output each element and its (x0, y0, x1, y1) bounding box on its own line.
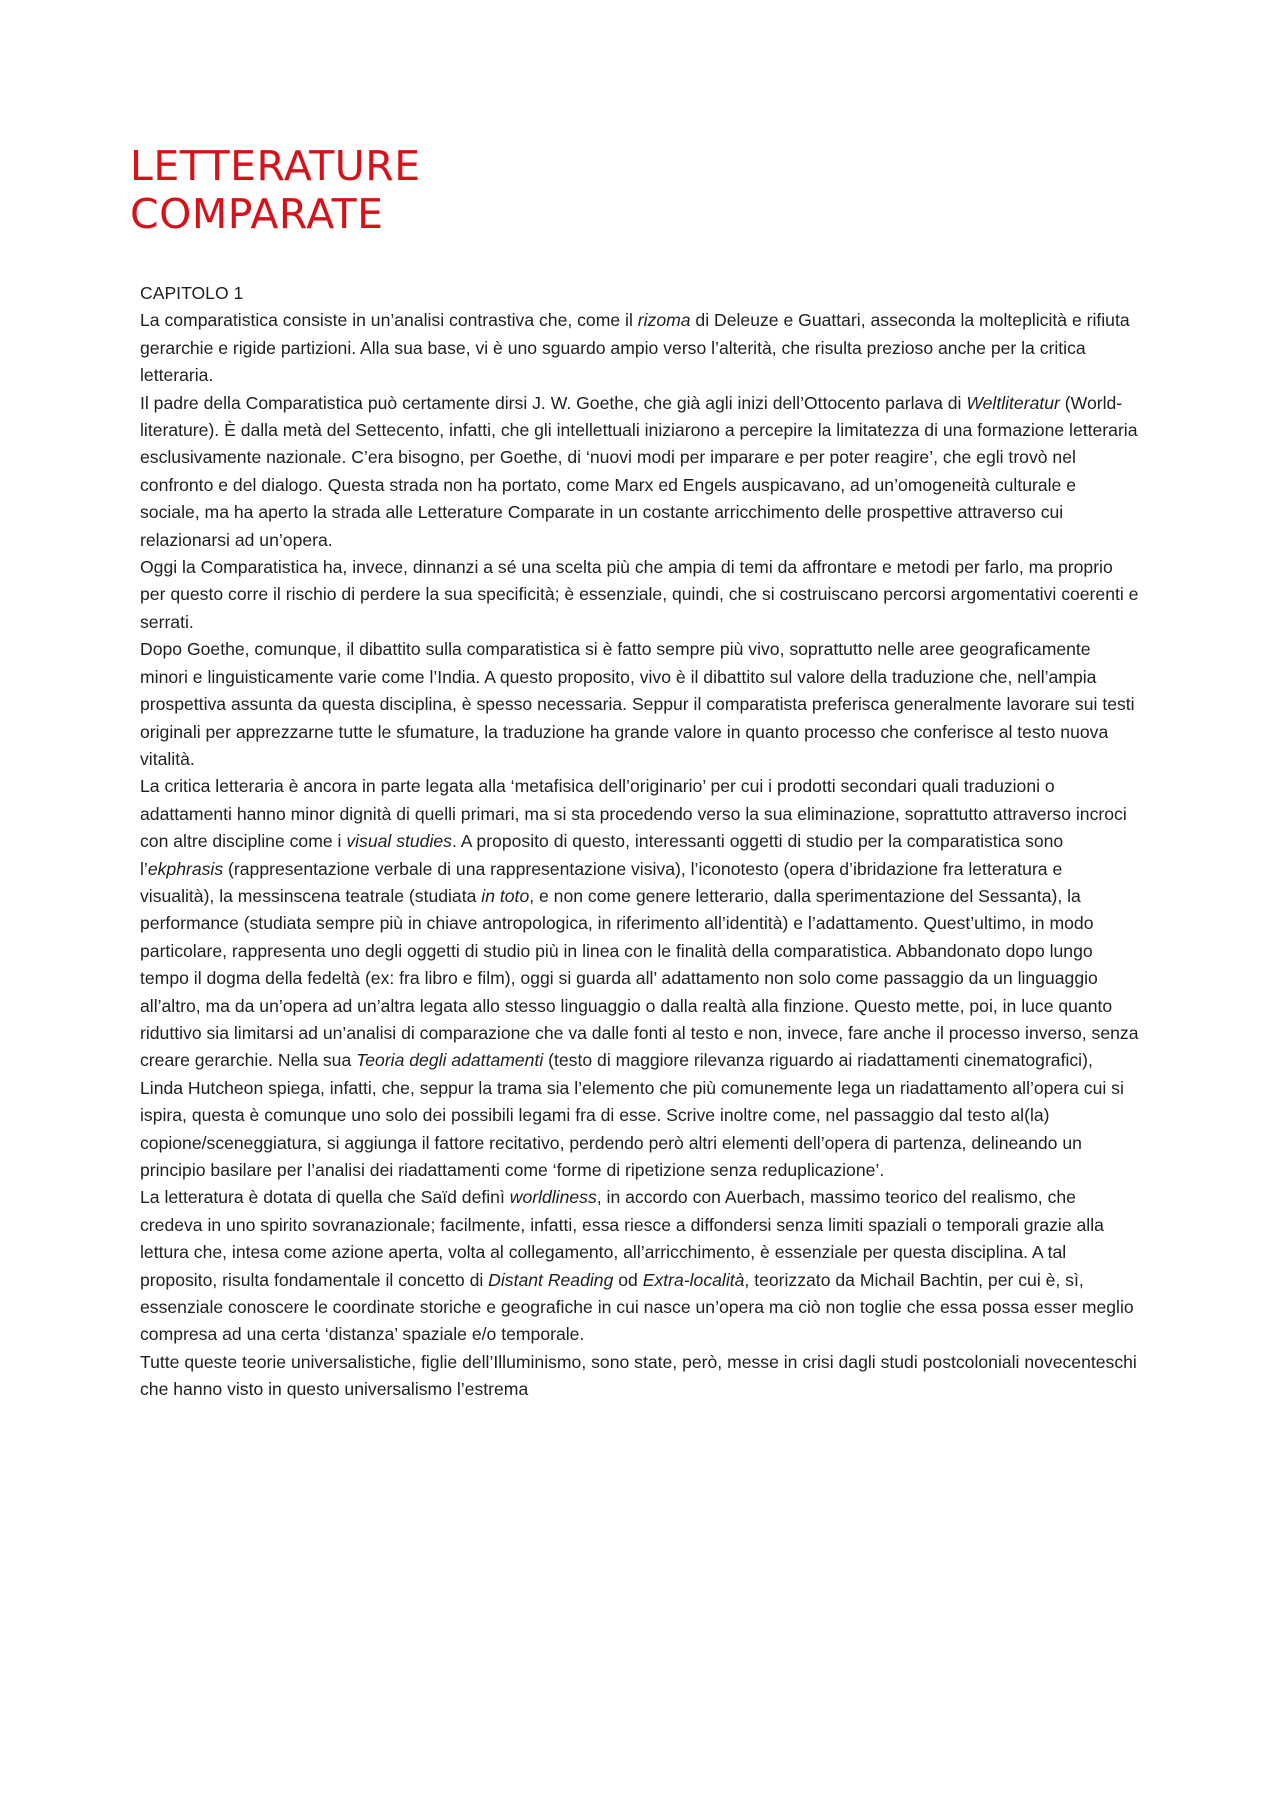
body-paragraph: La letteratura è dotata di quella che Saïd definì worldliness, in accordo con Auerbach, massimo teorico del realismo, che credeva in uno spirito sovranazionale; facilmente, infatti, essa riesce a diffondersi senza limiti spaziali o temporali grazie alla lettura che, intesa come azione aperta, volta al collegamento, all’arricchimento, è essenziale per questa disciplina. A tal proposito, risulta fondamentale il concetto di Distant Reading od Extra-località, teorizzato da Michail Bachtin, per cui è, sì, essenziale conoscere le coordinate storiche e geografiche in cui nasce un’opera ma ciò non toglie che essa possa esser meglio compresa ad una certa ‘distanza’ spaziale e/o temporale. (140, 1187, 1134, 1345)
body-paragraph: La critica letteraria è ancora in parte legata alla ‘metafisica dell’originario’ per cui i prodotti secondari quali traduzioni o adattamenti hanno minor dignità di quelli primari, ma si sta procedendo verso la sua eliminazione, soprattutto attraverso incroci con altre discipline come i visual studies. A proposito di questo, interessanti oggetti di studio per la comparatistica sono l’ekphrasis (rappresentazione verbale di una rappresentazione visiva), l’iconotesto (opera d’ibridazione fra letteratura e visualità), la messinscena teatrale (studiata in toto, e non come genere letterario, dalla sperimentazione del Sessanta), la performance (studiata sempre più in chiave antropologica, in riferimento all’identità) e l’adattamento. Quest’ultimo, in modo particolare, rappresenta uno degli oggetti di studio più in linea con le finalità della comparatistica. Abbandonato dopo lungo tempo il dogma della fedeltà (ex: fra libro e film), oggi si guarda all’ adattamento non solo come passaggio da un linguaggio all’altro, ma da un’opera ad un’altra legata allo stesso linguaggio o dalla realtà alla finzione. Questo mette, poi, in luce quanto riduttivo sia limitarsi ad un’analisi di comparazione che va dalle fonti al testo e non, invece, fare anche il processo inverso, senza creare gerarchie. Nella sua Teoria degli adattamenti (testo di maggiore rilevanza riguardo ai riadattamenti cinematografici), Linda Hutcheon spiega, infatti, che, seppur la trama sia l’elemento che più comunemente lega un riadattamento all’opera cui si ispira, questa è comunque uno solo dei possibili legami fra di esse. Scrive inoltre come, nel passaggio dal testo al(la) copione/sceneggiatura, si aggiunga il fattore recitativo, perdendo però altri elementi dell’opera di partenza, delineando un principio basilare per l’analisi dei riadattamenti come ‘forme di ripetizione senza reduplicazione’. (140, 776, 1139, 1180)
title-line-1: LETTERATURE (130, 142, 421, 190)
italic-term: worldliness (509, 1187, 597, 1208)
chapter-heading: CAPITOLO 1 (140, 283, 244, 303)
body-paragraph: Oggi la Comparatistica ha, invece, dinnanzi a sé una scelta più che ampia di temi da affrontare e metodi per farlo, ma proprio per questo corre il rischio di perdere la sua specificità; è essenziale, quindi, che si costruiscano percorsi argomentativi coerenti e serrati. (140, 557, 1139, 632)
italic-term: visual studies (346, 831, 452, 852)
title-line-2: COMPARATE (130, 190, 384, 238)
italic-term: Weltliteratur (966, 392, 1060, 413)
body-paragraph: Il padre della Comparatistica può certamente dirsi J. W. Goethe, che già agli inizi dell’Ottocento parlava di Weltliteratur (World-literature). È dalla metà del Settecento, infatti, che gli intellettuali iniziarono a percepire la limitatezza di una formazione letteraria esclusivamente nazionale. C’era bisogno, per Goethe, di ‘nuovi modi per imparare e per poter reagire’, che egli trovò nel confronto e del dialogo. Questa strada non ha portato, come Marx ed Engels auspicavano, ad un’omogeneità culturale e sociale, ma ha aperto la strada alle Letterature Comparate in un costante arricchimento delle prospettive attraverso cui relazionarsi ad un’opera. (140, 392, 1138, 550)
italic-term: ekphrasis (147, 858, 224, 879)
body-paragraph: Tutte queste teorie universalistiche, figlie dell’Illuminismo, sono state, però, messe in crisi dagli studi postcoloniali novecenteschi che hanno visto in questo universalismo l’estrema (140, 1351, 1137, 1400)
italic-term: rizoma (637, 310, 691, 331)
italic-term: Extra-località (642, 1269, 745, 1290)
italic-term: Teoria degli adattamenti (356, 1050, 544, 1071)
italic-term: Distant Reading (488, 1269, 614, 1290)
paragraph-list (140, 307, 1140, 1403)
body-paragraph: La comparatistica consiste in un’analisi contrastiva che, come il rizoma di Deleuze e Guattari, asseconda la molteplicità e rifiuta gerarchie e rigide partizioni. Alla sua base, vi è uno sguardo ampio verso l’alterità, che risulta prezioso anche per la critica letteraria. (140, 310, 1130, 386)
document-body (140, 280, 1140, 1404)
body-paragraph: Dopo Goethe, comunque, il dibattito sulla comparatistica si è fatto sempre più vivo, soprattutto nelle aree geograficamente minori e linguisticamente varie come l’India. A questo proposito, vivo è il dibattito sul valore della traduzione che, nell’ampia prospettiva assunta da questa disciplina, è spesso necessaria. Seppur il comparatista preferisca generalmente lavorare sui testi originali per apprezzarne tutte le sfumature, la traduzione ha grande valore in quanto processo che conferisce al testo nuova vitalità. (140, 639, 1135, 769)
italic-term: in toto (481, 885, 530, 906)
document-title (130, 142, 421, 238)
